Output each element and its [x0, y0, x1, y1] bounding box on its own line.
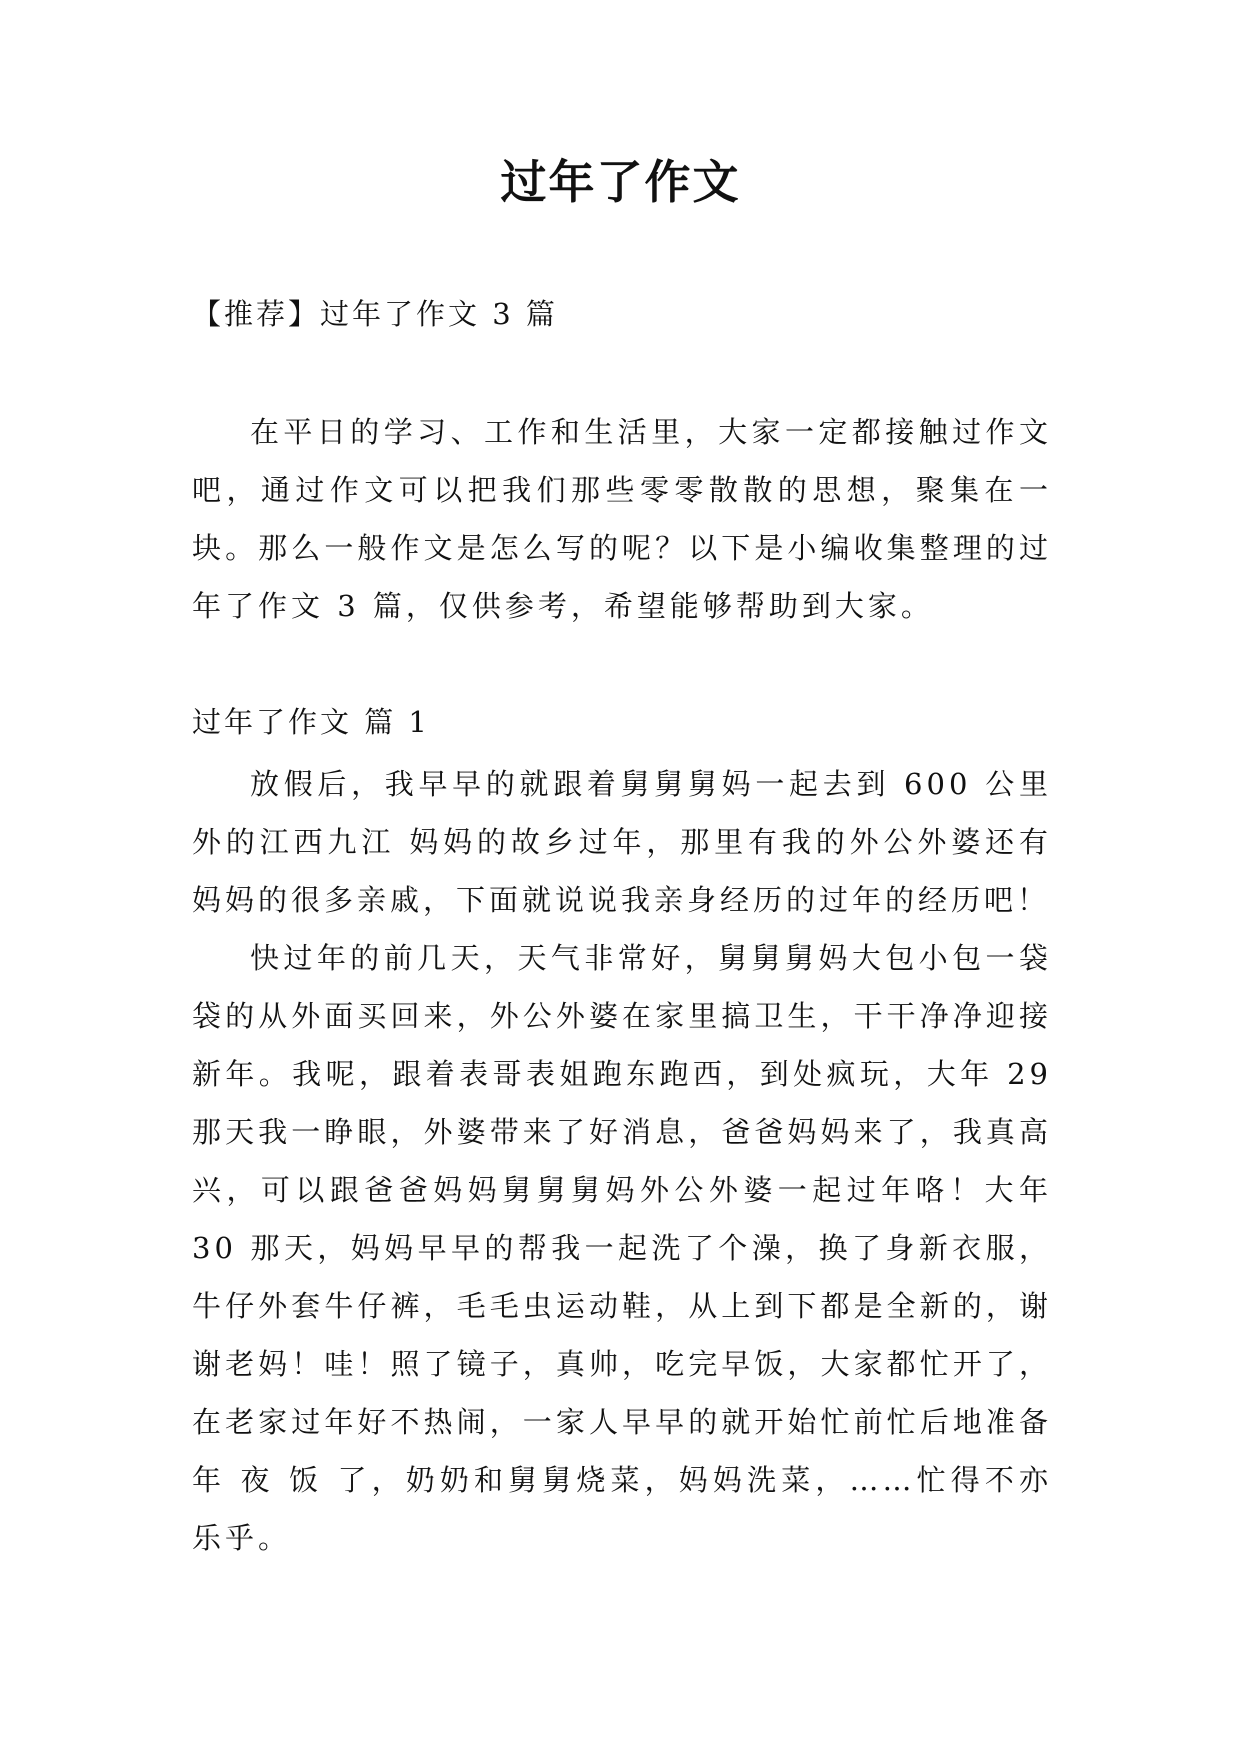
essay-body	[192, 755, 1052, 1567]
section-heading: 过年了作文 篇 1	[192, 705, 430, 739]
intro-paragraph: 在平日的学习、工作和生活里，大家一定都接触过作文吧，通过作文可以把我们那些零零散散的思想，聚集在一块。那么一般作文是怎么写的呢？以下是小编收集整理的过年了作文 3 篇，仅供参考，希望能够帮助到大家。	[192, 415, 1052, 623]
essay-paragraph-1: 放假后，我早早的就跟着舅舅舅妈一起去到 600 公里外的江西九江 妈妈的故乡过年，那里有我的外公外婆还有妈妈的很多亲戚，下面就说说我亲身经历的过年的经历吧！	[192, 767, 1052, 917]
intro-block	[192, 403, 1052, 635]
document-title: 过年了作文	[500, 155, 741, 209]
document-subtitle: 【推荐】过年了作文 3 篇	[192, 297, 558, 331]
essay-paragraph-2: 快过年的前几天，天气非常好，舅舅舅妈大包小包一袋袋的从外面买回来，外公外婆在家里搞卫生，干干净净迎接新年。我呢，跟着表哥表姐跑东跑西，到处疯玩，大年 29 那天我一睁眼，外婆带来了好消息，爸爸妈妈来了，我真高兴，可以跟爸爸妈妈舅舅舅妈外公外婆一起过年咯！大年 30 那天，妈妈早早的帮我一起洗了个澡，换了身新衣服，牛仔外套牛仔裤，毛毛虫运动鞋，从上到下都是全新的，谢谢老妈！哇！照了镜子，真帅，吃完早饭，大家都忙开了，在老家过年好不热闹，一家人早早的就开始忙前忙后地准备 年 夜 饭 了，奶奶和舅舅烧菜，妈妈洗菜，……忙得不亦乐乎。	[192, 941, 1052, 1555]
